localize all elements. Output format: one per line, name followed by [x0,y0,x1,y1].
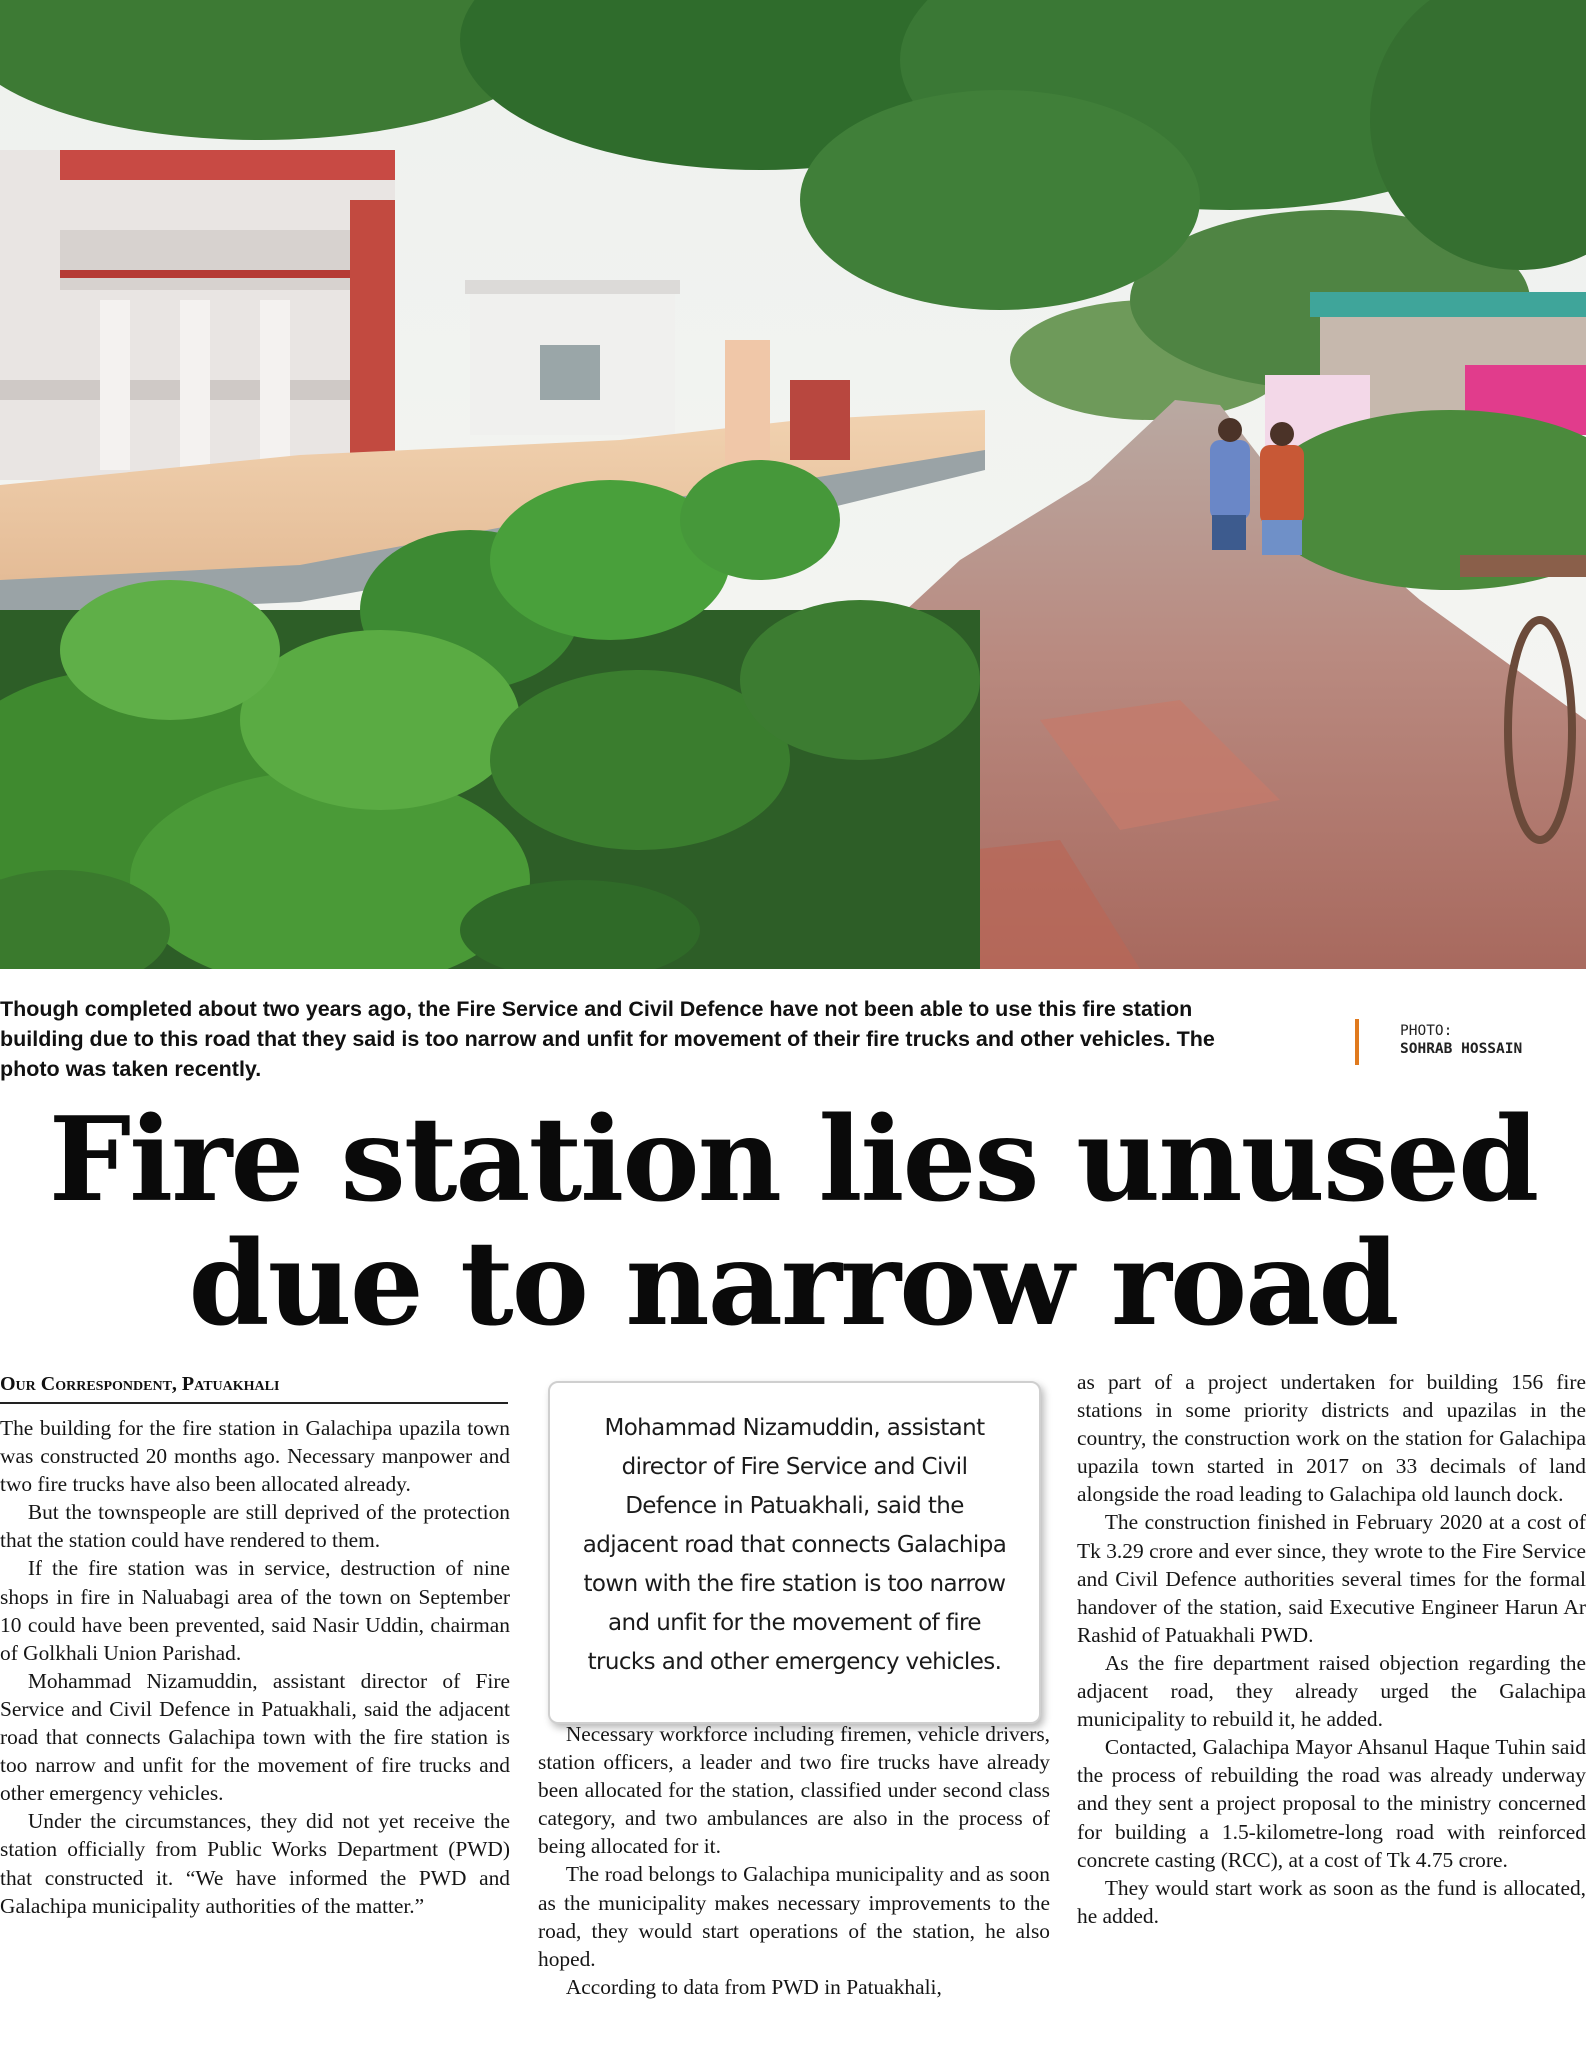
byline: Our Correspondent, Patuakhali [0,1372,508,1404]
paragraph: The construction finished in February 2020 at a cost of Tk 3.29 crore and ever since, they wrote to the Fire Service and Civil Defence authorities several times for the formal handover of the station, said Executive Engineer Harun Ar Rashid of Patuakhali PWD. [1077,1510,1586,1647]
paragraph: They would start work as soon as the fund is allocated, he added. [1077,1875,1586,1928]
paragraph: Mohammad Nizamuddin, assistant director of Fire Service and Civil Defence in Patuakhali, said the adjacent road that connects Galachipa town with the fire station is too narrow and unfit for the movement of fire trucks and other emergency vehicles. [0,1668,510,1806]
headline-line-1: Fire station lies unused [48,1092,1538,1228]
photo-credit-name: SOHRAB HOSSAIN [1400,1041,1523,1057]
paragraph: If the fire station was in service, destruction of nine shops in fire in Naluabagi area of the town on September 10 could have been prevented, said Nasir Uddin, chairman of Golkhali Union Parishad. [0,1556,510,1665]
photo-credit-label: PHOTO: [1400,1023,1453,1039]
paragraph: Under the circumstances, they did not yet receive the station officially from Public Works Department (PWD) that constructed it. “We have informed the PWD and Galachipa municipality authorities of the matter.” [0,1809,510,1918]
photo-illustration [0,0,1586,969]
article-column-2 [538,1720,1050,2001]
headline [0,1092,1586,1352]
paragraph: As the fire department raised objection regarding the adjacent road, they already urged the Galachipa municipality to rebuild it, he added. [1077,1650,1586,1732]
photo-caption: Though completed about two years ago, the Fire Service and Civil Defence have not been able to use this fire station building due to this road that they said is too narrow and unfit for movement of their fire trucks and other vehicles. The photo was taken recently. [0,997,1215,1081]
article-column-1 [0,1414,510,1920]
photo-credit [1400,1022,1586,1058]
paragraph: The road belongs to Galachipa municipality and as soon as the municipality makes necessary improvements to the road, they would start operations of the station, he also hoped. [538,1862,1050,1971]
fire-station-building [0,150,395,480]
paragraph: According to data from PWD in Patuakhali, [565,1974,942,1999]
paragraph: Contacted, Galachipa Mayor Ahsanul Haque Tuhin said the process of rebuilding the road was already underway and they sent a project proposal to the ministry concerned for building a 1.5-kilometre-long road with reinforced concrete casting (RCC), at a cost of Tk 4.75 crore. [1077,1735,1586,1872]
pull-quote: Mohammad Nizamuddin, assistant director of Fire Service and Civil Defence in Patuakhali, said the adjacent road that connects Galachipa town with the fire station is too narrow and unfit for the movement of fire trucks and other emergency vehicles. [548,1381,1041,1724]
article-column-3 [1077,1368,1586,1930]
news-photo [0,0,1586,969]
paragraph: But the townspeople are still deprived of the protection that the station could have rendered to them. [0,1500,510,1553]
paragraph: The building for the fire station in Galachipa upazila town was constructed 20 months ago. Necessary manpower and two fire trucks have also been allocated already. [0,1416,510,1497]
paragraph: as part of a project undertaken for building 156 fire stations in some priority districts and upazilas in the country, the construction work on the station for Galachipa upazila town started in 2017 on 33 decimals of land alongside the road leading to Galachipa old launch dock. [1077,1370,1586,1507]
small-building [465,280,680,435]
credit-accent-bar [1355,1019,1359,1065]
headline-line-2: due to narrow road [188,1216,1398,1352]
gate-pillar [725,340,770,470]
paragraph: Necessary workforce including firemen, vehicle drivers, station officers, a leader and two fire trucks have already been allocated for the station, classified under second class category, and two ambulances are also in the process of being allocated for it. [538,1722,1050,1859]
